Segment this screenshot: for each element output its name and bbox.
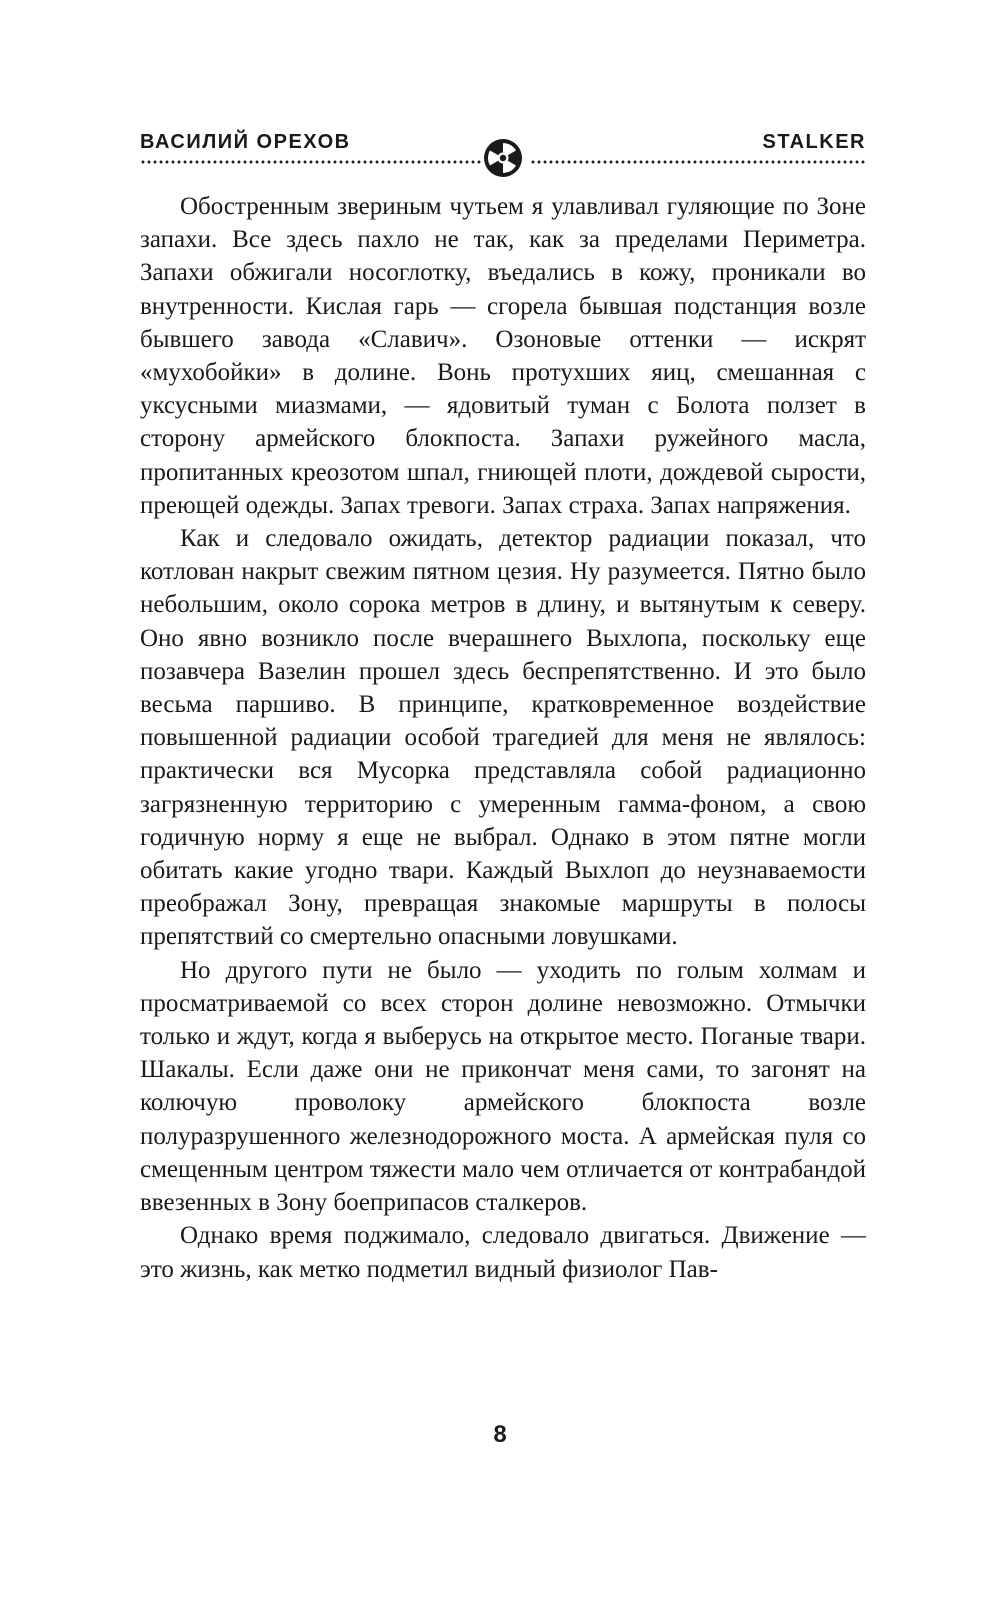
page-number: 8: [493, 1421, 507, 1448]
body-text: [140, 190, 866, 1286]
paragraph: Однако время поджимало, следовало двигаться. Движение — это жизнь, как метко подметил видный физиолог Пав-: [140, 1222, 866, 1283]
paragraph: Обостренным звериным чутьем я улавливал гуляющие по Зоне запахи. Все здесь пахло не так, как за пределами Периметра. Запахи обжигали носоглотку, въедались в кожу, проникали во внутренности. Кислая гарь — сгорела бывшая подстанция возле бывшего завода «Славич». Озоновые оттенки — искрят «мухобойки» в долине. Вонь протухших яиц, смешанная с уксусными миазмами, — ядовитый туман с Болота ползет в сторону армейского блокпоста. Запахи ружейного масла, пропитанных креозотом шпал, гниющей плоти, дождевой сырости, преющей одежды. Запах тревоги. Запах страха. Запах напряжения.: [140, 193, 866, 519]
header-author: ВАСИЛИЙ ОРЕХОВ: [140, 131, 351, 153]
header-series: STALKER: [762, 131, 866, 153]
header-dotted-rule-right: [530, 160, 866, 164]
paragraph: Но другого пути не было — уходить по голым холмам и просматриваемой со всех сторон долине невозможно. Отмычки только и ждут, когда я выберусь на открытое место. Поганые твари. Шакалы. Если даже они не прикончат меня сами, то загонят на колючую проволоку армейского блокпоста возле полуразрушенного железнодорожного моста. А армейская пуля со смещенным центром тяжести мало чем отличается от контрабандой ввезенных в Зону боеприпасов сталкеров.: [140, 956, 866, 1217]
running-header: [140, 130, 866, 178]
header-dotted-rule-left: [140, 160, 482, 164]
radiation-icon: [483, 138, 523, 178]
paragraph: Как и следовало ожидать, детектор радиации показал, что котлован накрыт свежим пятном цезия. Ну разумеется. Пятно было небольшим, около сорока метров в длину, и вытянутым к северу. Оно явно возникло после вчерашнего Выхлопа, поскольку еще позавчера Вазелин прошел здесь беспрепятственно. И это было весьма паршиво. В принципе, кратковременное воздействие повышенной радиации особой трагедией для меня не являлось: практически вся Мусорка представляла собой радиационно загрязненную территорию с умеренным гамма-фоном, а свою годичную норму я еще не выбрал. Однако в этом пятне могли обитать какие угодно твари. Каждый Выхлоп до неузнаваемости преображал Зону, превращая знакомые маршруты в полосы препятствий со смертельно опасными ловушками.: [140, 525, 866, 951]
